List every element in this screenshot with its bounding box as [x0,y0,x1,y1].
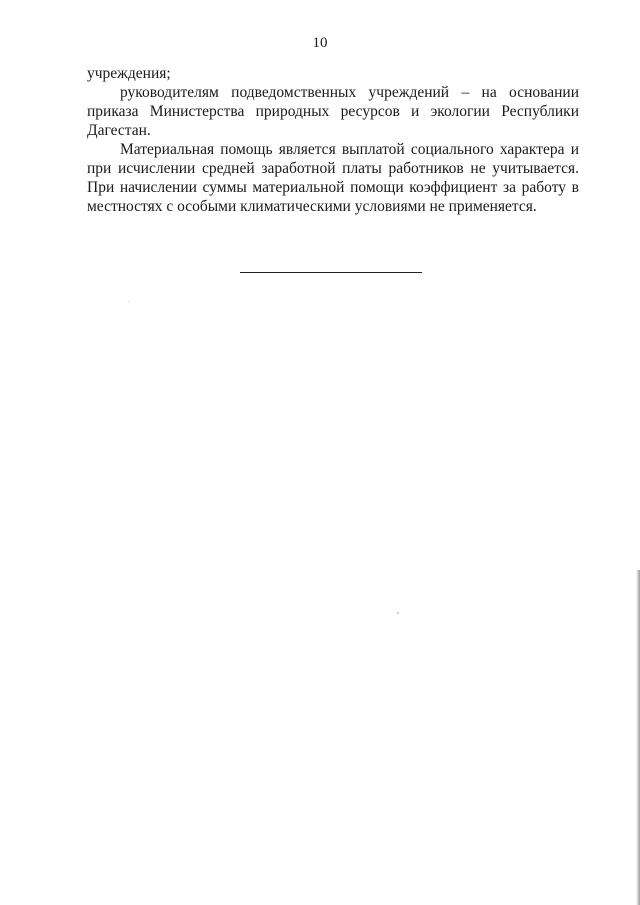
end-of-document-rule [240,272,422,273]
document-body [87,64,579,216]
scan-speck [128,301,129,302]
page-number: 10 [312,35,328,51]
scan-shadow-edge [636,570,640,905]
paragraph-managers: руководителям подведомственных учреждений – на основании приказа Министерства природных ресурсов и экологии Республики Дагестан. [87,84,579,139]
scan-speck [397,612,399,614]
paragraph-material-aid: Материальная помощь является выплатой социального характера и при исчислении средней заработной платы работников не учитывается. При начислении суммы материальной помощи коэффициент за работу в местностях с особыми климатическими условиями не применяется. [87,141,579,215]
paragraph-continuation: учреждения; [87,65,171,82]
